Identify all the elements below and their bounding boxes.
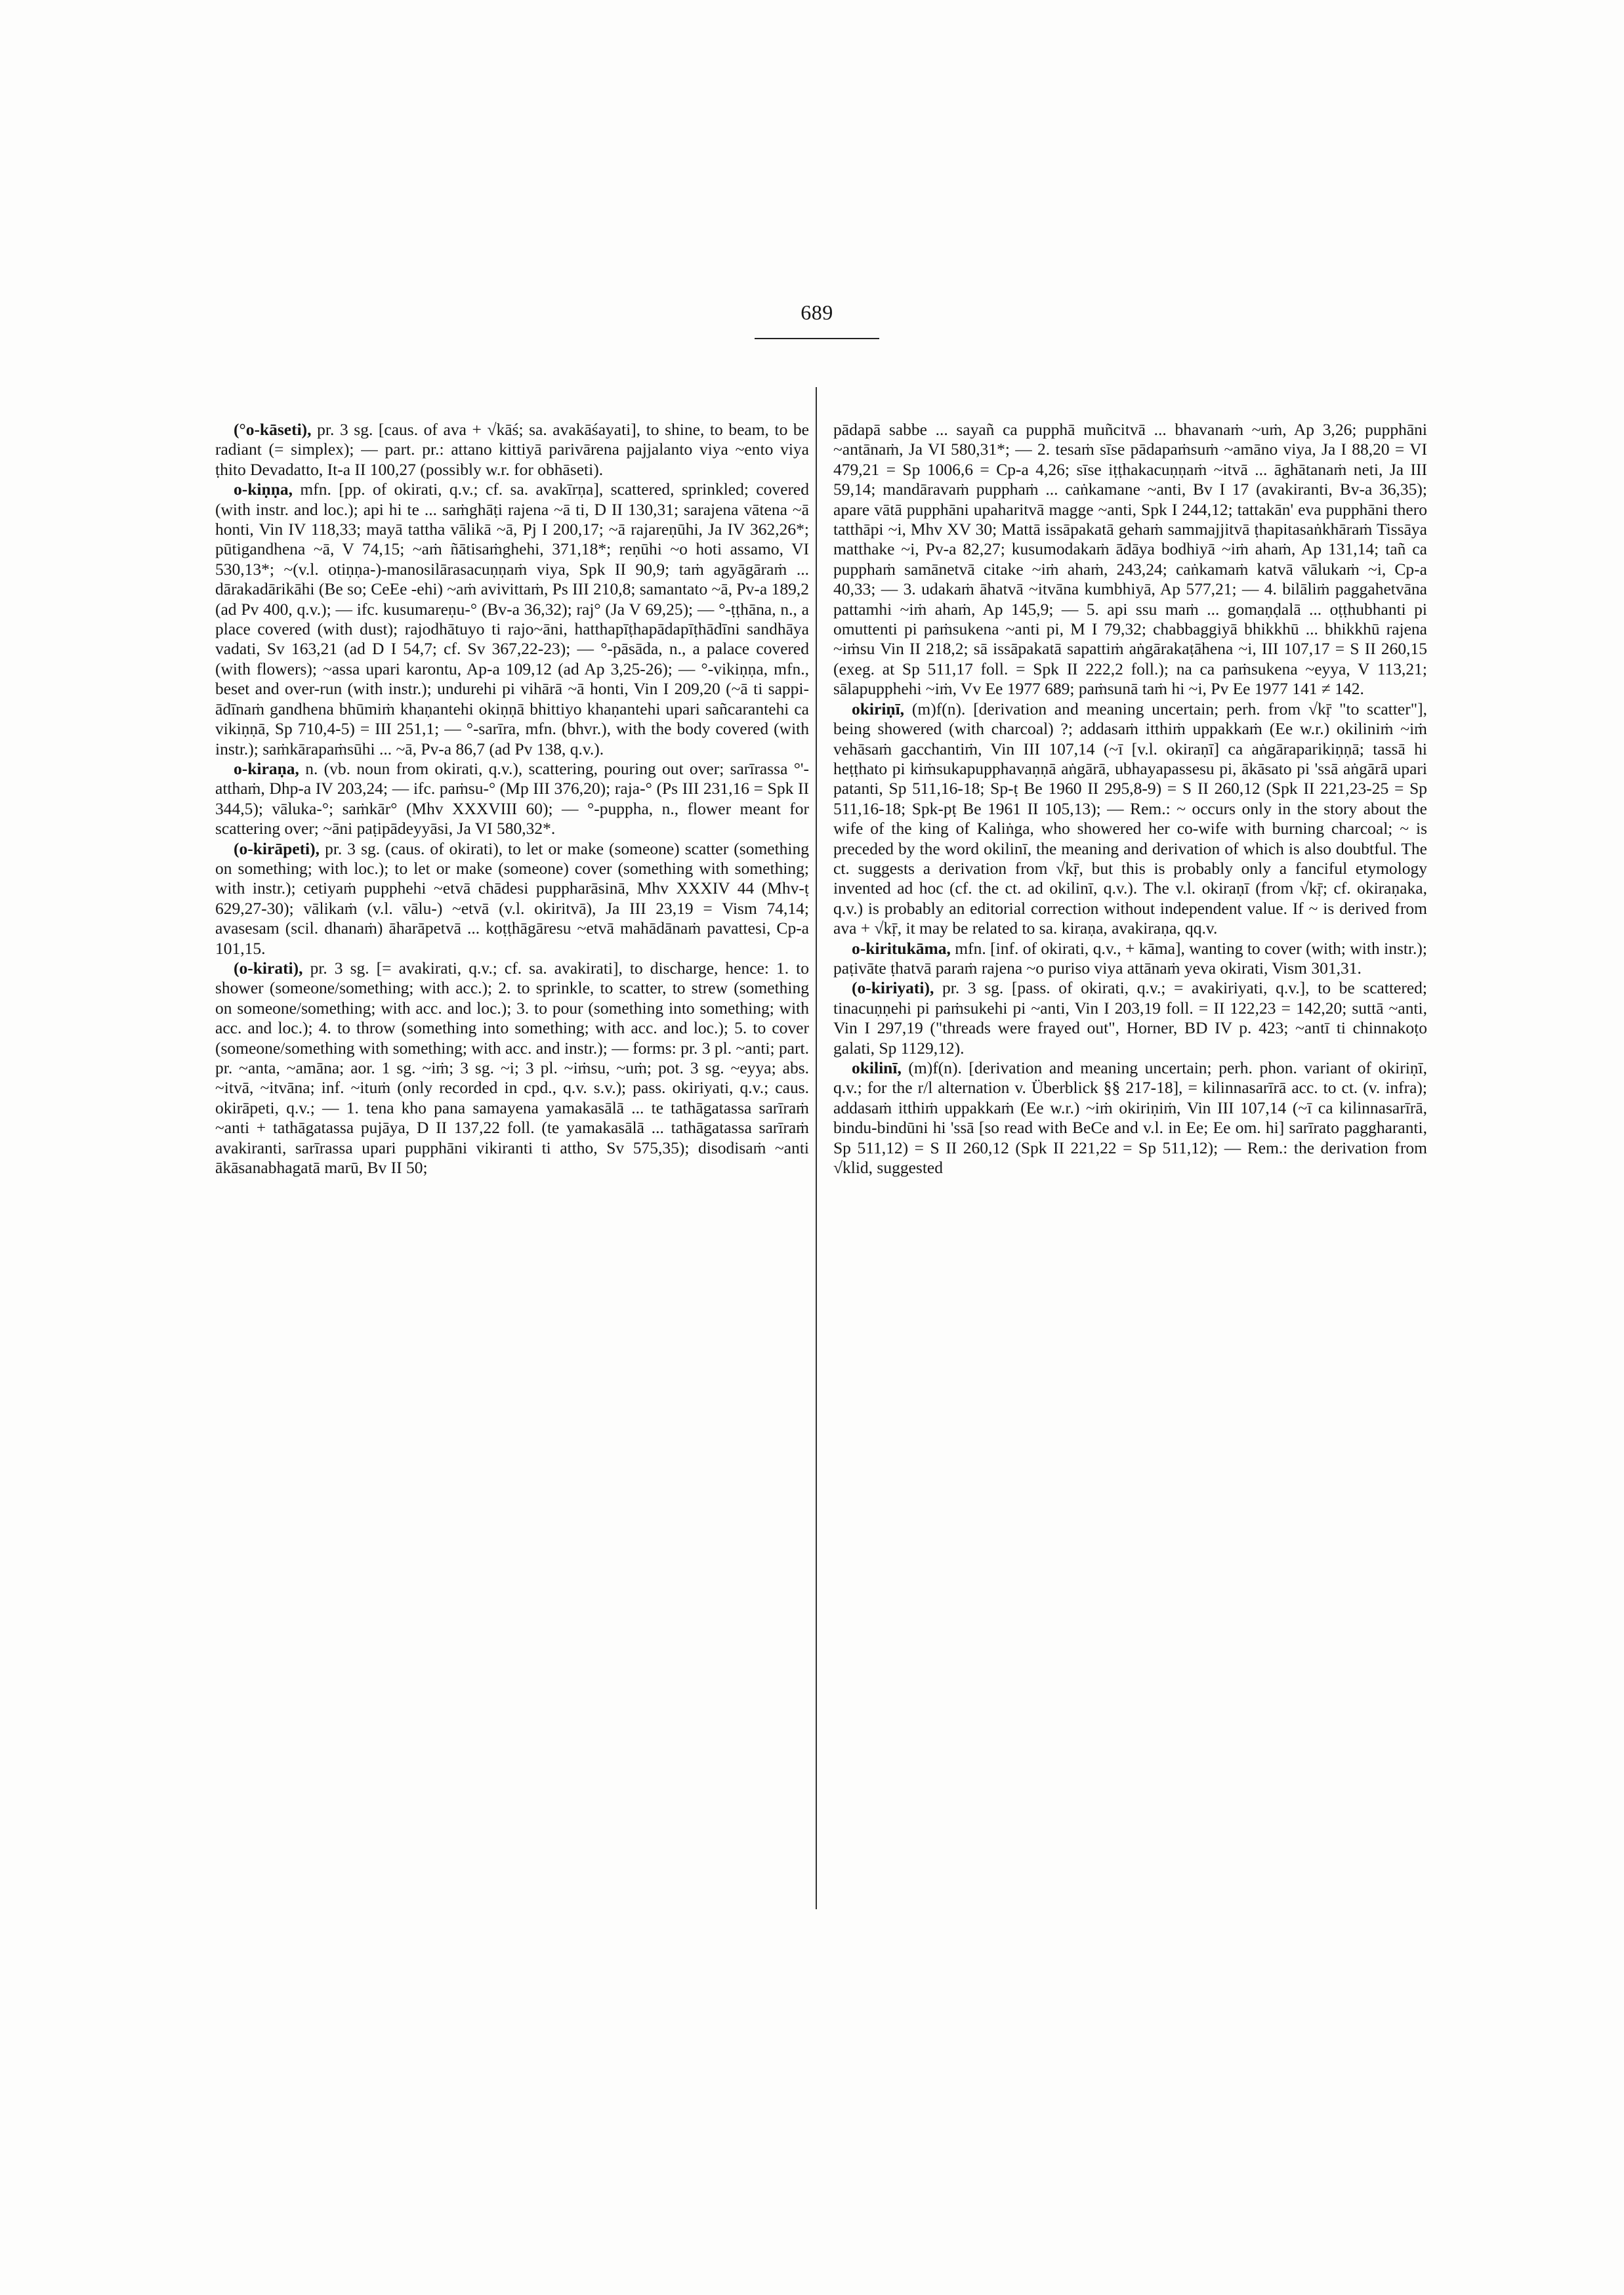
entry-body: pr. 3 sg. (caus. of okirati), to let or make (someone) scatter (something on something; with loc.); to let or make (someone) cover (something with something; with instr.); cetiyaṁ pupphehi ~etvā chādesi puppharāsinā, Mhv XXXIV 44 (Mhv-ṭ 629,27-30); vālikaṁ (v.l. vālu-) ~etvā (v.l. okiritvā), Ja III 23,19 = Vism 74,14; avasesam (scil. dhanaṁ) āharāpetvā ... koṭṭhāgāresu ~etvā mahādānaṁ pavattesi, Cp-a 101,15. <box>215 838 810 958</box>
dictionary-entry-continued <box>833 420 1427 699</box>
column-divider <box>816 387 817 1909</box>
entry-body: pādapā sabbe ... sayañ ca pupphā muñcitvā ... bhavanaṁ ~uṁ, Ap 3,26; pupphāni ~antānaṁ, Ja VI 580,31*; — 2. tesaṁ sīse pādapaṁsuṁ ~amāno viya, Ja I 88,20 = VI 479,21 = Sp 1006,6 = Cp-a 4,26; sīse iṭṭhakacuṇṇaṁ ~itvā ... āghātanaṁ neti, Ja III 59,14; mandāravaṁ pupphaṁ ... caṅkamane ~anti, Bv I 17 (avakiranti, Bv-a 36,35); apare vātā pupphāni upaharitvā magge ~anti, Spk I 244,12; tattakān' eva pupphāni thero tatthāpi ~i, Mhv XV 30; Mattā issāpakatā gehaṁ sammajjitvā ṭhapitasaṅkhāraṁ Tissāya matthake ~i, Pv-a 82,27; kusumodakaṁ ādāya bodhiyā ~iṁ ahaṁ, Ap 131,14; tañ ca pupphaṁ samānetvā citake ~iṁ ahaṁ, 243,24; caṅkamaṁ katvā vālukaṁ ~i, Cp-a 40,33; — 3. udakaṁ āhatvā ~itvāna kumbhiyā, Ap 577,21; — 4. bilāliṁ paggahetvāna pattamhi ~iṁ ahaṁ, Ap 145,9; — 5. api ssu maṁ ... gomaṇḍalā ... oṭṭhubhanti pi omuttenti pi paṁsukena ~anti pi, M I 79,32; chabbaggiyā bhikkhū ... bhikkhū rajena ~iṁsu Vin II 218,2; sā issāpakatā sapattiṁ aṅgārakaṭāhena ~i, III 107,17 = S II 260,15 (exeg. at Sp 511,17 foll. = Spk II 222,2 foll.); na ca paṁsukena ~eyya, V 113,21; sālapupphehi ~iṁ, Vv Ee 1977 689; paṁsunā taṁ hi ~i, Pv Ee 1977 141 ≠ 142. <box>833 420 1427 699</box>
entry-headword: okilinī, <box>852 1058 902 1077</box>
dictionary-entry <box>833 1058 1427 1178</box>
entry-headword: (o-kirāpeti), <box>234 838 320 858</box>
dictionary-entry <box>215 480 809 759</box>
entry-body: pr. 3 sg. [= avakirati, q.v.; cf. sa. avakirati], to discharge, hence: 1. to shower (someone/something; with acc.); 2. to sprinkle, to scatter, to strew (something on someone/something; with acc. and loc.); 3. to pour (something into something; with acc. and loc.); 4. to throw (something into something; with acc. and loc.); 5. to cover (someone/something with something; with acc. and instr.); — forms: pr. 3 pl. ~anti; part. pr. ~anta, ~amāna; aor. 1 sg. ~iṁ; 3 sg. ~i; 3 pl. ~iṁsu, ~uṁ; pot. 3 sg. ~eyya; abs. ~itvā, ~itvāna; inf. ~ituṁ (only recorded in cpd., q.v. s.v.); pass. okiriyati, q.v.; caus. okirāpeti, q.v.; — 1. tena kho pana samayena yamakasālā ... te tathāgatassa sarīraṁ ~anti + tathāgatassa pujāya, D II 137,22 foll. (te yamakasālā ... tathāgatassa sarīraṁ avakiranti, sarīrassa upari pupphāni vikiranti ti attho, Sv 575,35); disodisaṁ ~anti ākāsanabhagatā marū, Bv II 50; <box>215 958 809 1178</box>
entry-headword: o-kiritukāma, <box>852 938 951 958</box>
entry-headword: o-kiṇṇa, <box>234 480 293 499</box>
dictionary-entry <box>215 759 809 839</box>
right-column <box>833 420 1427 1178</box>
entry-headword: o-kiraṇa, <box>234 758 299 778</box>
dictionary-entry <box>215 839 809 959</box>
left-column <box>215 420 809 1178</box>
dictionary-entry <box>833 699 1427 939</box>
entry-headword: (o-kirati), <box>234 958 303 978</box>
dictionary-entry <box>215 959 809 1178</box>
entry-body: mfn. [inf. of okirati, q.v., + kāma], wanting to cover (with; with instr.); paṭivāte ṭhatvā paraṁ rajena ~o puriso viya attānaṁ yeva okirati, Vism 301,31. <box>833 938 1428 978</box>
entry-headword: okiriṇī, <box>852 699 905 718</box>
entry-body: pr. 3 sg. [caus. of ava + √kāś; sa. avakāśayati], to shine, to beam, to be radiant (= simplex); — part. pr.: attano kittiyā parivārena pajjalanto viya ~ento viya ṭhito Devadatto, It-a II 100,27 (possibly w.r. for obhāseti). <box>215 420 809 479</box>
entry-body: n. (vb. noun from okirati, q.v.), scattering, pouring out over; sarīrassa °'-atthaṁ, Dhp-a IV 203,24; — ifc. paṁsu-° (Mp III 376,20); raja-° (Ps III 231,16 = Spk II 344,5); vāluka-°; saṁkār° (Mhv XXXVIII 60); — °-puppha, n., flower meant for scattering over; ~āni paṭipādeyyāsi, Ja VI 580,32*. <box>215 758 810 838</box>
entry-headword: (o-kiriyati), <box>852 978 934 998</box>
entry-body: (m)f(n). [derivation and meaning uncertain; perh. phon. variant of okiriṇī, q.v.; for the r/l alternation v. Überblick §§ 217-18], = kilinnasarīrā acc. to ct. (v. infra); addasaṁ itthiṁ uppakkaṁ (Ee w.r.) ~iṁ okiriṇiṁ, Vin III 107,14 (~ī ca kilinnasarīrā, bindu-bindūni hi 'ssā [so read with BeCe and v.l. in Ee; Ee om. hi] sarīrato paggharanti, Sp 511,12) = S II 260,12 (Spk II 221,22 = Sp 511,12); — Rem.: the derivation from √klid, suggested <box>833 1058 1428 1178</box>
header-rule <box>755 338 879 339</box>
entry-body: pr. 3 sg. [pass. of okirati, q.v.; = avakiriyati, q.v.], to be scattered; tinacuṇṇehi pi paṁsukehi pi ~anti, Vin I 203,19 foll. = II 122,23 = 142,20; suttā ~anti, Vin I 297,19 ("threads were frayed out", Horner, BD IV p. 423; ~antī ti chinnakoṭo galati, Sp 1129,12). <box>833 978 1428 1058</box>
entry-headword: (°o-kāseti), <box>234 420 312 439</box>
entry-body: (m)f(n). [derivation and meaning uncertain; perh. from √kṝ "to scatter"], being showered (with charcoal) ?; addasaṁ itthiṁ uppakkaṁ (Ee w.r.) okiliniṁ ~iṁ vehāsaṁ gacchantiṁ, Vin III 107,14 (~ī [v.l. okiraṇī] ca aṅgāraparikiṇṇā; tassā hi heṭṭhato pi kiṁsukapupphavaṇṇā aṅgārā, ubhayapassesu pi, ākāsato pi 'ssā aṅgārā upari patanti, Sp 511,16-18; Sp-ṭ Be 1960 II 295,8-9) = S II 260,12 (Spk II 221,23-25 = Sp 511,16-18; Spk-pṭ Be 1961 II 105,13); — Rem.: ~ occurs only in the story about the wife of the king of Kaliṅga, who showered her co-wife with burning charcoal; ~ is preceded by the word okilinī, the meaning and derivation of which is also doubtful. The ct. suggests a derivation from √kṝ, but this is probably only a fanciful etymology invented ad hoc (cf. the ct. ad okilinī, q.v.). The v.l. okiraṇī (from √kṝ; cf. okiraṇaka, q.v.) is probably an editorial correction without independent value. If ~ is derived from ava + √kṝ, it may be related to sa. kiraṇa, avakiraṇa, qq.v. <box>833 699 1428 938</box>
entry-body: mfn. [pp. of okirati, q.v.; cf. sa. avakīrṇa], scattered, sprinkled; covered (with instr. and loc.); api hi te ... saṁghāṭi rajena ~ā ti, D II 130,31; sarajena vātena ~ā honti, Vin IV 118,33; mayā tattha vālikā ~ā, Pj I 200,17; ~ā rajareṇūhi, Ja IV 362,26*; pūtigandhena ~ā, V 74,15; ~aṁ ñātisaṁghehi, 371,18*; reṇūhi ~o hoti assamo, VI 530,13*; ~(v.l. otiṇṇa-)-manosilārasacuṇṇaṁ viya, Spk II 90,9; taṁ agyāgāraṁ ... dārakadārikāhi (Be so; CeEe -ehi) ~aṁ avivittaṁ, Ps III 210,8; samantato ~ā, Pv-a 189,2 (ad Pv 400, q.v.); — ifc. kusumareṇu-° (Bv-a 36,32); raj° (Ja V 69,25); — °-ṭṭhāna, n., a place covered (with dust); rajodhātuyo ti rajo~āni, hatthapīṭhapādapīṭhādīni sandhāya vadati, Sv 163,21 (ad D I 54,7; cf. Sv 367,22-23); — °-pāsāda, n., a palace covered (with flowers); ~assa upari karontu, Ap-a 109,12 (ad Ap 3,25-26); — °-vikiṇṇa, mfn., beset and over-run (with instr.); undurehi pi vihārā ~ā honti, Vin I 209,20 (~ā ti sappi-ādīnaṁ gandhena bhūmiṁ khaṇantehi okiṇṇā bhittiyo khaṇantehi upari sañcarantehi ca vikiṇṇā, Sp 710,4-5) = III 251,1; — °-sarīra, mfn. (bhvr.), with the body covered (with instr.); saṁkārapaṁsūhi ... ~ā, Pv-a 86,7 (ad Pv 138, q.v.). <box>215 480 810 758</box>
dictionary-entry <box>215 420 809 480</box>
page-number: 689 <box>801 300 833 324</box>
dictionary-entry <box>833 939 1427 979</box>
dictionary-entry <box>833 978 1427 1058</box>
